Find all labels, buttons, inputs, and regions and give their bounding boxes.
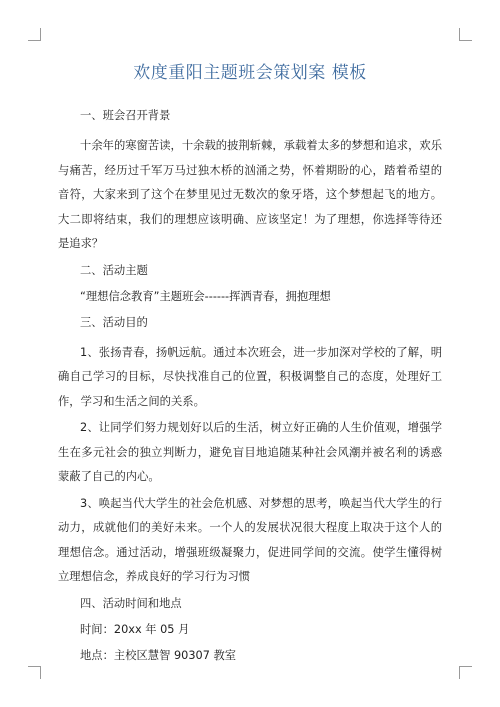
document-title: 欢度重阳主题班会策划案 模板 [133,63,367,83]
paragraph-theme: “理想信念教育”主题班会------挥洒青春，拥抱理想 [80,289,331,303]
paragraph-purpose-2: 2、让同学们努力规划好以后的生活，树立好正确的人生价值观，增强学生在多元社会的独立判断力，避免盲目地追随某种社会风潮并被名利的诱惑蒙蔽了自己的内心。 [58,421,442,483]
paragraph-background: 十余年的寒窗苦读，十余载的披荆斩棘，承载着太多的梦想和追求，欢乐与痛苦，经历过千军万马过独木桥的汹涌之势，怀着期盼的心，踏着希望的音符，大家来到了这个在梦里见过无数次的象牙塔，这个梦想起飞的地方。大二即将结束，我们的理想应该明确、应该坚定！为了理想，你选择等待还是追求？ [58,139,442,250]
document-page [58,60,442,674]
paragraph-purpose-1: 1、张扬青春，扬帆远航。通过本次班会，进一步加深对学校的了解，明确自己学习的目标，尽快找准自己的位置，积极调整自己的态度，处理好工作，学习和生活之间的关系。 [58,345,442,408]
section-heading-purpose: 三、活动目的 [80,315,148,329]
section-heading-time-place: 四、活动时间和地点 [80,596,182,610]
crop-mark-bottom-left [28,666,41,679]
section-heading-background: 一、班会召开背景 [80,109,171,122]
event-time: 时间：20xx 年 05 月 [80,622,190,636]
crop-mark-bottom-right [459,666,472,679]
event-place: 地点：主校区慧智 90307 教室 [80,648,237,662]
paragraph-purpose-3: 3、唤起当代大学生的社会危机感、对梦想的思考，唤起当代大学生的行动力，成就他们的美好未来。一个人的发展状况很大程度上取决于这个人的理想信念。通过活动，增强班级凝聚力，促进同学间的交流。使学生懂得树立理想信念，养成良好的学习行为习惯 [58,496,442,583]
crop-mark-top-left [28,28,41,41]
section-heading-theme: 二、活动主题 [80,263,148,277]
crop-mark-top-right [459,28,472,41]
